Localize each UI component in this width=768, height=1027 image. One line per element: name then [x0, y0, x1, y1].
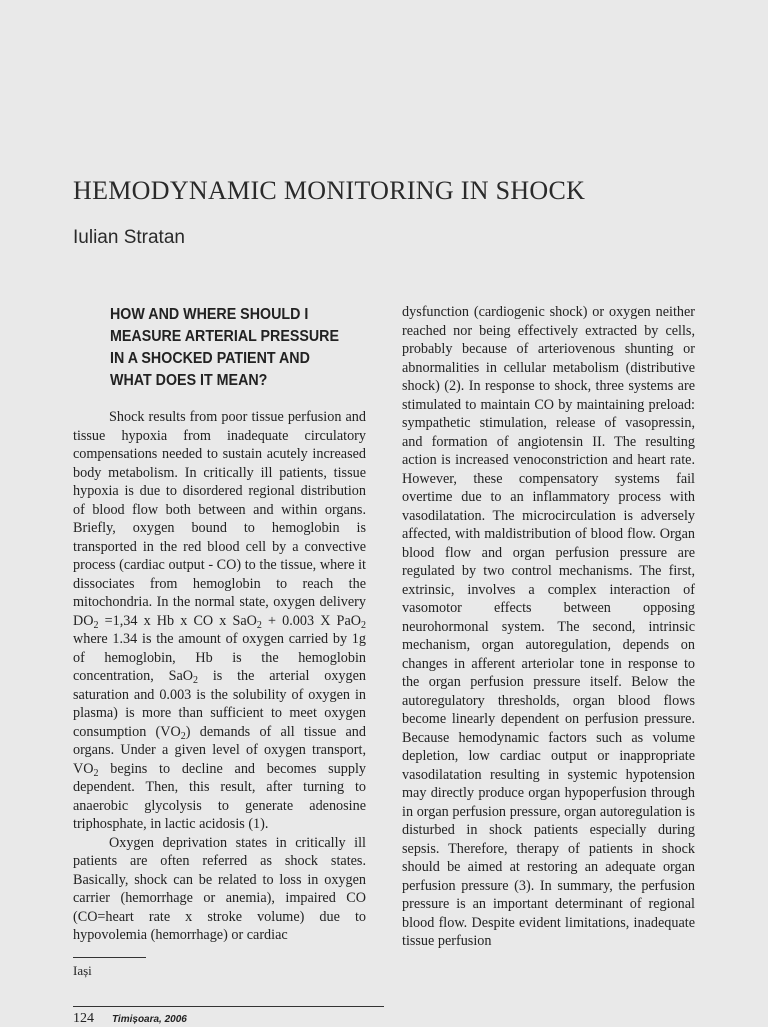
footnote-divider — [73, 957, 146, 958]
left-column — [73, 408, 366, 945]
footer-divider — [73, 1006, 384, 1007]
body-paragraph-3: dysfunction (cardiogenic shock) or oxygen neither reached nor being effectively extracted by cells, probably because of arteriovenous shunting or abnormalities in cellular metabolism (distributive shock) (2). In response to shock, three systems are stimulated to maintain CO by maintaining preload: sympathetic stimulation, release of vasopressin, and formation of angiotensin II. The resulting action is increased venoconstriction and heart rate. However, these compensatory systems fail overtime due to an inflammatory process with vasodilatation. The microcirculation is adversely affected, with maldistribution of blood flow. Organ blood flow and organ perfusion pressure are regulated by two control mechanisms. The first, extrinsic, involves a complex interaction of vasomotor effects between opposing neurohormonal system. The second, intrinsic mechanism, organ autoregulation, depends on changes in afferent arteriolar tone in response to the organ perfusion pressure itself. Below the autoregulatory thresholds, organ blood flows become linearly dependent on perfusion pressure. Because hemodynamic factors such as volume depletion, low cardiac output or inappropriate vasodilatation resulting in systemic hypotension may directly produce organ hypoperfusion through in organ perfusion pressure, organ autoregulation is disturbed in shock patients especially during sepsis. Therefore, therapy of patients in shock should be aimed at restoring an adequate organ perfusion pressure (3). In summary, the perfusion pressure is an important determinant of regional blood flow. Despite evident limitations, inadequate tissue perfusion — [402, 304, 695, 949]
body-paragraph-2: Oxygen deprivation states in critically ill patients are often referred as shock states. Basically, shock can be related to loss in oxygen carrier (hemorrhage or anemia), impaired CO (CO=heart rate x stroke volume) due to hypovolemia (hemorrhage) or cardiac — [73, 834, 366, 943]
affiliation-footnote: Iași — [73, 963, 92, 978]
article-title: HEMODYNAMIC MONITORING IN SHOCK — [73, 176, 586, 205]
right-column — [402, 303, 695, 951]
body-paragraph-1: Shock results from poor tissue perfusion and tissue hypoxia from inadequate circulatory compensations needed to sustain acutely increased body metabolism. In critically ill patients, tissue hypoxia is due to disordered regional distribution of blood flow both between and within organs. Briefly, oxygen bound to hemoglobin is transported in the red blood cell by a convective process (cardiac output - CO) to the tissue, where it dissociates from hemoglobin to reach the mitochondria. In the normal state, oxygen delivery $DO_2 =1,34$ x Hb x CO x SaO$_2$ + 0.003 X PaO$_2$ where 1.34 is the amount of oxygen carried by 1g of hemoglobin, Hb is the hemoglobin concentration, SaO$_2$ is the arterial oxygen saturation and 0.003 is the solubility of oxygen in plasma) is more than sufficient to meet oxygen consumption $(VO_2)$ demands of all tissue and organs. Under a given level of oxygen transport, $VO_2$ begins to decline and becomes supply dependent. Then, this result, after turning to anaerobic glycolysis to generate adenosine triphosphate, in lactic acidosis (1). — [73, 409, 367, 832]
page-number: 124 — [73, 1011, 94, 1026]
journal-reference: Timișoara, 2006 — [112, 1014, 187, 1025]
section-heading: HOW AND WHERE SHOULD I MEASURE ARTERIAL PRESSURE IN A SHOCKED PATIENT AND WHAT DOES IT MEAN? — [110, 306, 339, 389]
author-name: Iulian Stratan — [73, 227, 185, 248]
